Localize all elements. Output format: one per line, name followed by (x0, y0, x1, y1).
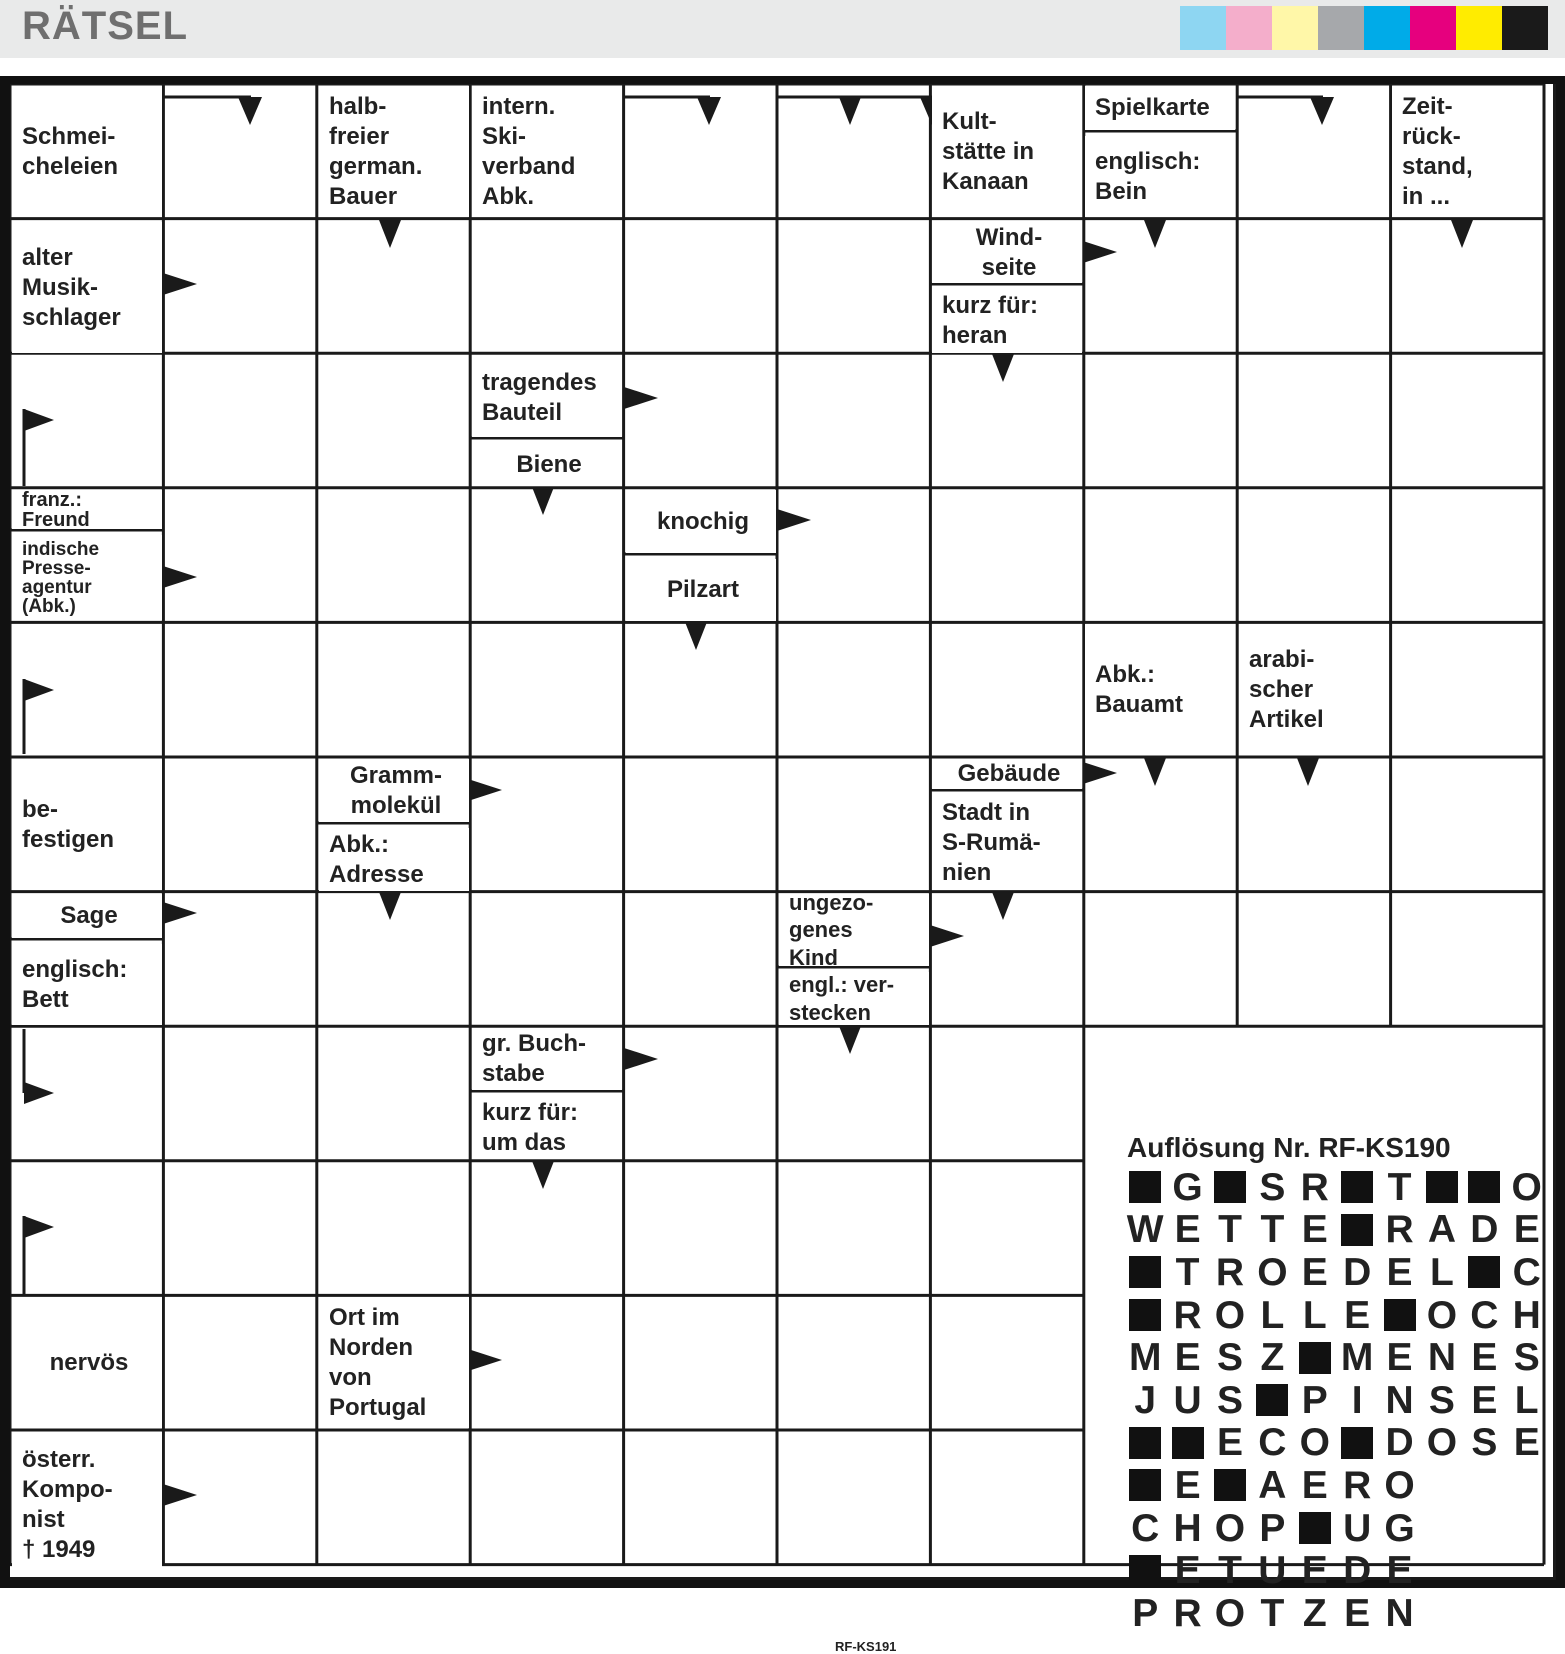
biene-clue (472, 443, 622, 486)
clue-line: nist (22, 1505, 65, 1533)
solution-letter: L (1260, 1293, 1285, 1337)
arrow-flag-right-icon (24, 409, 54, 431)
solution-letter: R (1173, 1591, 1202, 1635)
solution-block-square (1299, 1342, 1331, 1374)
solution-empty (1506, 1464, 1548, 1507)
clue-line: Sage (60, 902, 118, 929)
solution-block (1463, 1251, 1505, 1294)
arrow-right-icon (1083, 762, 1117, 784)
zeitrueckstand-clue (1392, 86, 1542, 217)
solution-block-square (1129, 1171, 1161, 1203)
color-swatch-1 (1180, 6, 1226, 50)
clue-line: englisch: (22, 955, 128, 983)
gebaeude-clue (932, 759, 1082, 789)
presseagentur-clue (12, 535, 162, 620)
arrow-right-icon (163, 273, 197, 295)
solution-block (1209, 1166, 1251, 1209)
clue-line: Ort im (329, 1303, 400, 1331)
arrow-right-icon (163, 1484, 197, 1506)
clue-line: seite (981, 253, 1037, 281)
arrow-hook-down-icon (697, 97, 721, 125)
arrow-flag-right-icon (24, 679, 54, 701)
solution-letter: E (1174, 1549, 1201, 1593)
buchstabe-clue (472, 1028, 622, 1090)
solution-block-square (1341, 1214, 1373, 1246)
clue-line: Norden (329, 1333, 413, 1361)
arrow-right-icon (468, 779, 502, 801)
adresse-clue (319, 828, 469, 891)
solution-block-square (1384, 1299, 1416, 1331)
clue-line: arabi- (1249, 645, 1315, 673)
clue-line: stand, (1402, 152, 1473, 180)
arrow-down-icon (1144, 758, 1166, 786)
solution-letter: U (1173, 1378, 1202, 1422)
color-swatch-3 (1272, 6, 1318, 50)
solution-block (1294, 1507, 1336, 1550)
arrow-right-icon (163, 566, 197, 588)
solution-block (1209, 1464, 1251, 1507)
arrow-down-icon (992, 892, 1014, 920)
solution-block-square (1129, 1256, 1161, 1288)
clue-line: Kult- (942, 107, 997, 135)
arrow-down-icon (1297, 758, 1319, 786)
solution-letter: S (1216, 1378, 1243, 1422)
clue-line: german. (329, 152, 423, 180)
color-calibration-bar (1180, 6, 1548, 50)
freund-clue (12, 490, 162, 529)
pilzart-clue (626, 559, 776, 621)
solution-letter: E (1301, 1208, 1328, 1252)
arrow-down-icon (532, 1161, 554, 1189)
solution-letter: O (1426, 1293, 1458, 1337)
solution-block (1336, 1166, 1378, 1209)
arrow-right-icon (624, 387, 658, 409)
solution-letter: T (1218, 1549, 1242, 1593)
solution-block (1294, 1336, 1336, 1379)
solution-letter: E (1471, 1336, 1498, 1380)
solution-block-square (1468, 1171, 1500, 1203)
sage-clue (12, 894, 162, 938)
arrow-hook-down-icon (1310, 97, 1334, 125)
arrow-down-icon (839, 1026, 861, 1054)
solution-empty (1421, 1464, 1463, 1507)
solution-block-square (1129, 1427, 1161, 1459)
clue-line: Zeit- (1402, 92, 1453, 120)
header-bar (0, 0, 1565, 58)
solution-letter: D (1385, 1421, 1414, 1465)
clue-line: indische (22, 538, 100, 560)
arrow-down-icon (685, 622, 707, 650)
solution-letter: C (1470, 1293, 1499, 1337)
solution-letter: D (1470, 1208, 1499, 1252)
clue-line: Portugal (329, 1393, 427, 1421)
clue-line: Pilzart (666, 576, 740, 603)
solution-block (1463, 1166, 1505, 1209)
clue-line: Stadt in (942, 798, 1030, 826)
clue-line: franz.: (22, 488, 82, 511)
solution-letter: L (1430, 1250, 1454, 1294)
solution-letter: O (1299, 1421, 1330, 1465)
solution-letter: E (1174, 1463, 1201, 1507)
solution-letter: E (1344, 1591, 1371, 1635)
solution-block (1124, 1422, 1166, 1465)
solution-letter: E (1386, 1336, 1413, 1380)
engl-bett-clue (12, 944, 162, 1025)
arrow-down-icon (1144, 220, 1166, 248)
clue-line: kurz für: (942, 292, 1038, 319)
arrow-right-icon (468, 1349, 502, 1371)
solution-block (1124, 1464, 1166, 1507)
clue-line: Freund (22, 508, 90, 531)
clue-line: alter (22, 243, 73, 271)
solution-block (1336, 1209, 1378, 1252)
solution-empty (1421, 1549, 1463, 1592)
clue-line: Gramm- (349, 761, 443, 789)
solution-letter: A (1258, 1463, 1287, 1507)
clue-line: ungezo- (789, 889, 874, 915)
clue-line: Adresse (329, 860, 424, 888)
arrow-down-icon (839, 97, 861, 125)
solution-block-square (1341, 1171, 1373, 1203)
solution-empty (1463, 1592, 1505, 1635)
solution-title: Auflösung Nr. RF-KS190 (1127, 1132, 1451, 1163)
solution-block-square (1341, 1427, 1373, 1459)
color-swatch-2 (1226, 6, 1272, 50)
arrow-down-icon (379, 892, 401, 920)
clue-line: halb- (329, 92, 387, 120)
solution-letter: E (1216, 1421, 1243, 1465)
solution-block-square (1299, 1512, 1331, 1544)
befestigen-clue (12, 759, 162, 890)
clue-line: rück- (1402, 122, 1461, 150)
clue-line: schlager (22, 303, 121, 331)
solution-letter: O (1426, 1421, 1458, 1465)
solution-block-square (1129, 1555, 1161, 1587)
arrow-right-icon (163, 902, 197, 924)
clue-line: Schmei- (22, 122, 116, 150)
solution-letter: E (1174, 1336, 1201, 1380)
solution-letter: O (1257, 1250, 1288, 1294)
solution-letter: T (1260, 1208, 1285, 1252)
schmeicheleien-clue (12, 86, 162, 217)
clue-line: intern. (482, 92, 556, 120)
clue-line: englisch: (1095, 147, 1201, 175)
engl-bein-clue (1085, 136, 1235, 217)
solution-letter: I (1351, 1378, 1363, 1422)
clue-line: heran (942, 322, 1008, 349)
arrow-flag-right-icon (24, 1216, 54, 1238)
solution-letter: S (1428, 1378, 1455, 1422)
arrow-down-icon (1451, 220, 1473, 248)
solution-letter: Z (1302, 1591, 1327, 1635)
windseite-clue (932, 222, 1082, 283)
clue-line: Ski- (482, 122, 527, 150)
solution-letter: T (1218, 1208, 1242, 1252)
verstecken-clue (779, 972, 929, 1025)
solution-letter: U (1343, 1506, 1372, 1550)
clue-line: genes (789, 917, 853, 943)
grammmolekuel-clue (319, 759, 469, 822)
clue-line: Kind (789, 944, 838, 970)
clue-line: um das (482, 1128, 567, 1156)
clue-line: Bett (22, 985, 69, 1013)
arrow-hook-down-icon (238, 97, 262, 125)
solution-empty (1506, 1592, 1548, 1635)
solution-block-square (1129, 1299, 1161, 1331)
solution-letter: S (1513, 1336, 1540, 1380)
solution-letter: H (1173, 1506, 1202, 1550)
clue-line: Biene (516, 450, 582, 478)
solution-letter: D (1343, 1549, 1372, 1593)
solution-letter: R (1343, 1463, 1372, 1507)
solution-block (1251, 1379, 1293, 1422)
clue-line: S-Rumä- (942, 828, 1041, 856)
arab-artikel-clue (1239, 624, 1389, 755)
solution-letter: T (1387, 1165, 1412, 1209)
solution-letter: E (1386, 1549, 1413, 1593)
clue-line: nervös (49, 1348, 129, 1376)
halbfreier-bauer-clue (319, 86, 469, 217)
solution-letter: E (1386, 1250, 1413, 1294)
clue-line: scher (1249, 675, 1314, 703)
solution-letter: R (1215, 1250, 1245, 1294)
solution-letter: C (1512, 1250, 1541, 1294)
solution-block-square (1214, 1171, 1246, 1203)
clue-line: Bauamt (1095, 690, 1184, 718)
skiverband-clue (472, 86, 622, 217)
solution-letter: C (1131, 1506, 1160, 1550)
solution-letter: L (1302, 1293, 1327, 1337)
clue-line: stecken (789, 999, 871, 1025)
clue-line: Kompo- (22, 1475, 113, 1503)
solution-empty (1421, 1592, 1463, 1635)
clue-line: freier (329, 122, 390, 150)
clue-line: Musik- (22, 273, 99, 301)
solution-letter: M (1340, 1336, 1374, 1380)
clue-line: Bauer (329, 182, 398, 210)
solution-letter: S (1471, 1421, 1498, 1465)
solution-letter: D (1343, 1250, 1372, 1294)
clue-line: Artikel (1249, 705, 1324, 733)
clue-line: Kanaan (942, 167, 1029, 195)
solution-letter: S (1259, 1165, 1286, 1209)
clue-line: Abk.: (1095, 660, 1155, 688)
clue-line: von (329, 1363, 372, 1391)
solution-letter: O (1384, 1463, 1415, 1507)
solution-block-square (1426, 1171, 1458, 1203)
solution-letter: S (1216, 1336, 1243, 1380)
clue-line: molekül (350, 791, 442, 819)
solution-letter: E (1301, 1463, 1328, 1507)
solution-empty (1506, 1549, 1548, 1592)
solution-block (1166, 1422, 1208, 1465)
arrow-right-icon (1083, 241, 1117, 263)
solution-letter: P (1132, 1591, 1159, 1635)
clue-line: Abk. (482, 182, 535, 210)
solution-letter: L (1514, 1378, 1539, 1422)
solution-letter: R (1300, 1165, 1329, 1209)
solution-letter: E (1301, 1250, 1328, 1294)
solution-block-square (1172, 1427, 1204, 1459)
color-swatch-7 (1456, 6, 1502, 50)
solution-block (1124, 1251, 1166, 1294)
color-swatch-5 (1364, 6, 1410, 50)
um-das-clue (472, 1096, 622, 1159)
solution-block (1378, 1294, 1420, 1337)
clue-line: Gebäude (957, 760, 1061, 787)
puzzle-code: RF-KS191 (835, 1639, 897, 1654)
clue-line: Abk.: (329, 830, 389, 858)
solution-letter: E (1174, 1208, 1201, 1252)
solution-letter: E (1344, 1293, 1371, 1337)
solution-block-square (1214, 1469, 1246, 1501)
solution-block (1124, 1294, 1166, 1337)
clue-line: nien (942, 858, 992, 886)
bauamt-clue (1085, 624, 1235, 755)
clue-line: stätte in (942, 137, 1035, 165)
solution-empty (1421, 1507, 1463, 1550)
solution-letter: E (1513, 1208, 1540, 1252)
solution-letter: H (1512, 1293, 1541, 1337)
ort-portugal-clue (319, 1297, 469, 1428)
solution-empty (1463, 1507, 1505, 1550)
clue-line: agentur (22, 576, 92, 598)
ungezogenes-kind-clue (779, 889, 929, 970)
solution-letter: N (1385, 1378, 1414, 1422)
solution-letter: O (1214, 1591, 1246, 1635)
clue-line: knochig (656, 507, 749, 535)
arrow-right-icon (930, 925, 964, 947)
solution-letter: Z (1260, 1336, 1285, 1380)
arrow-flag-right-icon (24, 1082, 54, 1104)
solution-letter: E (1471, 1378, 1498, 1422)
clue-line: † 1949 (22, 1535, 96, 1563)
nervoes-clue (12, 1297, 162, 1428)
solution-letter: N (1427, 1336, 1457, 1380)
solution-letter: T (1175, 1250, 1200, 1294)
clue-line: (Abk.) (22, 595, 76, 617)
page-title: RÄTSEL (22, 4, 188, 48)
solution-letter: T (1260, 1591, 1285, 1635)
clue-line: österr. (22, 1445, 96, 1473)
solution-grid (1124, 1166, 1548, 1635)
clue-line: Bauteil (482, 398, 563, 426)
solution-block (1124, 1549, 1166, 1592)
bauteil-clue (472, 358, 622, 437)
komponist-clue (12, 1432, 162, 1577)
solution-letter: P (1259, 1506, 1286, 1550)
solution-block-square (1129, 1469, 1161, 1501)
solution-empty (1463, 1549, 1505, 1592)
solution-letter: U (1258, 1549, 1287, 1593)
solution-letter: O (1214, 1293, 1246, 1337)
solution-block (1421, 1166, 1463, 1209)
solution-letter: J (1134, 1378, 1157, 1422)
color-swatch-6 (1410, 6, 1456, 50)
solution-letter: R (1173, 1293, 1202, 1337)
solution-block-square (1256, 1384, 1288, 1416)
solution-letter: C (1258, 1421, 1287, 1465)
solution-letter: W (1126, 1208, 1164, 1252)
clue-line: verband (482, 152, 576, 180)
clue-line: be- (22, 795, 58, 823)
solution-letter: A (1427, 1208, 1457, 1252)
clue-line: Spielkarte (1095, 94, 1210, 121)
arrow-right-icon (624, 1048, 658, 1070)
knochig-clue (626, 490, 776, 553)
solution-empty (1463, 1464, 1505, 1507)
solution-letter: G (1172, 1165, 1203, 1209)
spielkarte-clue (1085, 86, 1235, 130)
crossword-board (10, 84, 1556, 1654)
musikschlager-clue (12, 222, 162, 353)
arrow-down-icon (532, 487, 554, 515)
color-swatch-8 (1502, 6, 1548, 50)
clue-line: kurz für: (482, 1098, 578, 1126)
heran-clue (932, 289, 1082, 353)
solution-letter: N (1385, 1591, 1414, 1635)
kultstaette-clue (932, 86, 1082, 217)
solution-block-square (1468, 1256, 1500, 1288)
arrow-down-icon (992, 354, 1014, 382)
solution-letter: G (1384, 1506, 1415, 1550)
clue-line: stabe (482, 1060, 545, 1087)
clue-line: gr. Buch- (482, 1030, 587, 1057)
clue-line: engl.: ver- (789, 972, 895, 997)
solution-letter: R (1385, 1208, 1414, 1252)
solution-letter: E (1513, 1421, 1540, 1465)
stadt-rumaenien-clue (932, 795, 1082, 890)
solution-letter: E (1301, 1549, 1328, 1593)
clue-line: tragendes (482, 368, 597, 396)
clue-line: Wind- (975, 223, 1043, 251)
solution-block (1124, 1166, 1166, 1209)
clue-line: in ... (1402, 182, 1450, 210)
solution-box (1126, 1132, 1542, 1635)
solution-letter: P (1301, 1378, 1328, 1422)
arrow-right-icon (777, 509, 811, 531)
solution-letter: O (1511, 1165, 1542, 1209)
solution-letter: M (1128, 1336, 1162, 1380)
solution-letter: O (1214, 1506, 1246, 1550)
solution-empty (1506, 1507, 1548, 1550)
arrow-down-icon (379, 220, 401, 248)
clue-line: Bein (1095, 177, 1148, 205)
solution-block (1336, 1422, 1378, 1465)
color-swatch-4 (1318, 6, 1364, 50)
clue-line: Presse- (22, 557, 91, 579)
clue-line: cheleien (22, 152, 119, 180)
clue-line: festigen (22, 825, 115, 853)
